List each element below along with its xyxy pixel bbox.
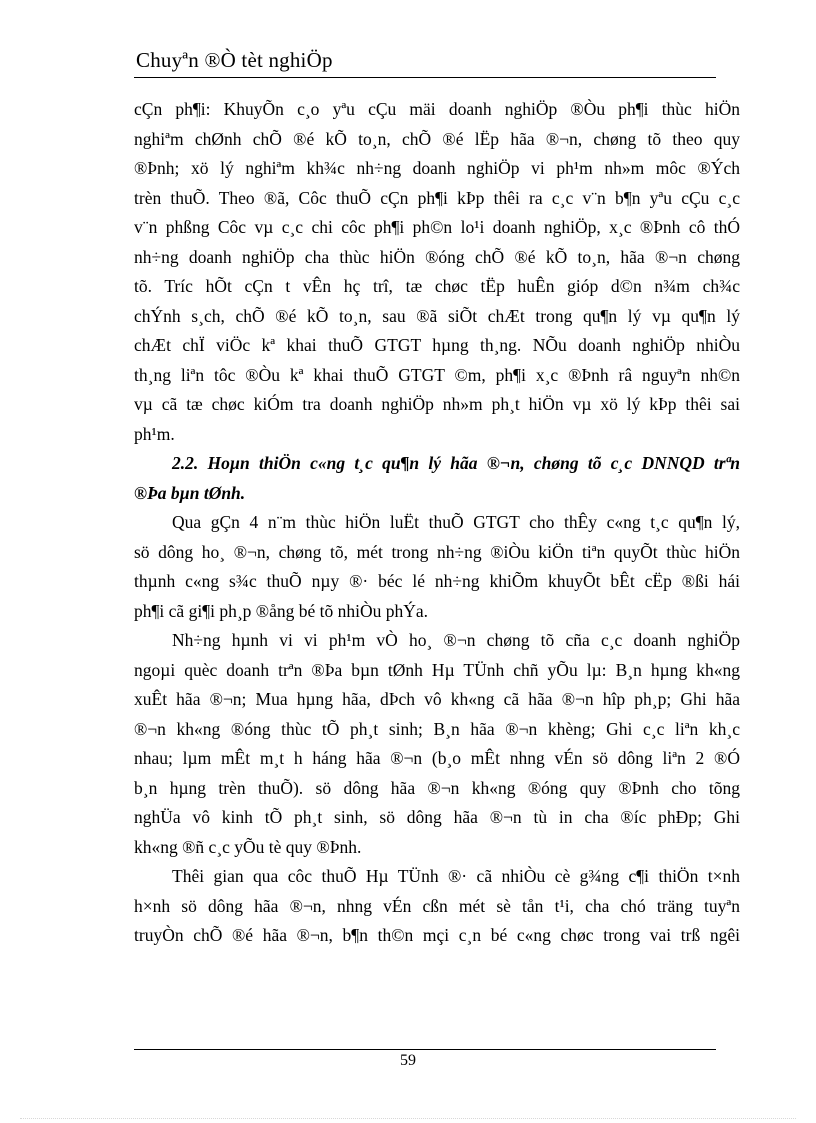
body-line: sö dông ho¸ ®¬n, chøng tõ, mét trong nh÷ng ®iÒu kiÖn tiªn quyÕt thùc hiÖn [134,541,740,562]
section-heading-line: ®Þa bµn tØnh. [134,482,246,503]
section-heading-line: 2.2. Hoµn thiÖn c«ng t¸c qu¶n lý hãa ®¬n, chøng tõ c¸c DNNQD trªn [172,453,740,473]
body-line: th¸ng liªn tôc ®Òu kª khai thuÕ GTGT ©m, ph¶i x¸c ®Þnh râ nguyªn nh©n [134,364,740,385]
body-line: Nh÷ng hµnh vi vi ph¹m vÒ ho¸ ®¬n chøng tõ cña c¸c doanh nghiÖp [172,630,740,650]
body-line: tõ. Tríc hÕt cÇn t vÊn hç trî, tæ chøc tËp huÊn gióp d©n n¾m ch¾c [134,276,740,296]
body-line: ®Þnh; xö lý nghiªm kh¾c nh÷ng doanh nghiÖp vi ph¹m nh»m môc ®Ých [134,158,740,178]
page-edge-divider [20,1118,796,1119]
header-rule [134,77,716,78]
footer-rule [134,1049,716,1050]
body-line: xuÊt hãa ®¬n; Mua hµng hãa, dÞch vô kh«ng cã hãa ®¬n hîp ph¸p; Ghi hãa [134,689,740,709]
body-line: kh«ng ®ñ c¸c yÕu tè quy ®Þnh. [134,836,362,857]
body-line: trèn thuÕ. Theo ®ã, Côc thuÕ cÇn ph¶i kÞp thêi ra c¸c v¨n b¶n yªu cÇu c¸c [134,187,740,208]
body-line: h×nh sö dông hãa ®¬n, nhng vÉn cßn mét sè tån t¹i, cha chó träng tuyªn [134,895,740,916]
body-line: nh÷ng doanh nghiÖp cha thùc hiÖn ®óng chÕ ®é kÕ to¸n, hãa ®¬n chøng [134,246,740,267]
body-text [134,95,740,951]
body-line: ngoµi quèc doanh trªn ®Þa bµn tØnh Hµ TÜnh chñ yÕu lµ: B¸n hµng kh«ng [134,659,740,680]
body-line: cÇn ph¶i: KhuyÕn c¸o yªu cÇu mäi doanh nghiÖp ®Òu ph¶i thùc hiÖn [134,99,740,119]
body-line: ph¹m. [134,423,175,444]
body-line: thµnh c«ng s¾c thuÕ nµy ®· béc lé nh÷ng khiÕm khuyÕt bÊt cËp ®ßi hái [134,571,740,591]
body-line: ®¬n kh«ng ®óng thùc tÕ ph¸t sinh; B¸n hãa ®¬n khèng; Ghi c¸c liªn kh¸c [134,718,740,739]
body-line: chÝnh s¸ch, chÕ ®é kÕ to¸n, sau ®ã siÕt chÆt trong qu¶n lý vµ qu¶n lý [134,305,740,326]
body-line: nghiªm chØnh chÕ ®é kÕ to¸n, chÕ ®é lËp hãa ®¬n, chøng tõ theo quy [134,128,740,149]
body-line: v¨n phßng Côc vµ c¸c chi côc ph¶i ph©n lo¹i doanh nghiÖp, x¸c ®Þnh cô thÓ [134,217,740,237]
body-line: b¸n hµng trèn thuÕ). sö dông hãa ®¬n kh«ng ®óng quy ®Þnh cho tõng [134,777,740,798]
body-line: nghÜa vô kinh tÕ ph¸t sinh, sö dông hãa ®¬n tù in cha ®íc phÐp; Ghi [134,807,740,827]
body-line: vµ cã tæ chøc kiÓm tra doanh nghiÖp nh»m ph¸t hiÖn vµ xö lý kÞp thêi sai [134,394,740,414]
body-line: Qua gÇn 4 n¨m thùc hiÖn luËt thuÕ GTGT cho thÊy c«ng t¸c qu¶n lý, [172,512,740,532]
body-line: Thêi gian qua côc thuÕ Hµ TÜnh ®· cã nhiÒu cè g¾ng c¶i thiÖn t×nh [172,866,740,886]
body-line: ph¶i cã gi¶i ph¸p ®ång bé tõ nhiÒu phÝa. [134,600,429,621]
body-line: chÆt chÏ viÖc kª khai thuÕ GTGT hµng th¸ng. NÕu doanh nghiÖp nhiÒu [134,335,740,355]
running-header: Chuyªn ®Ò tèt nghiÖp [136,48,333,72]
page-number: 59 [400,1052,416,1069]
body-line: nhau; lµm mÊt m¸t h háng hãa ®¬n (b¸o mÊt nhng vÉn sö dông liªn 2 ®Ó [134,748,740,768]
body-line: truyÒn chÕ ®é hãa ®¬n, b¶n th©n mçi c¸n bé c«ng chøc trong vai trß ngêi [134,925,740,945]
